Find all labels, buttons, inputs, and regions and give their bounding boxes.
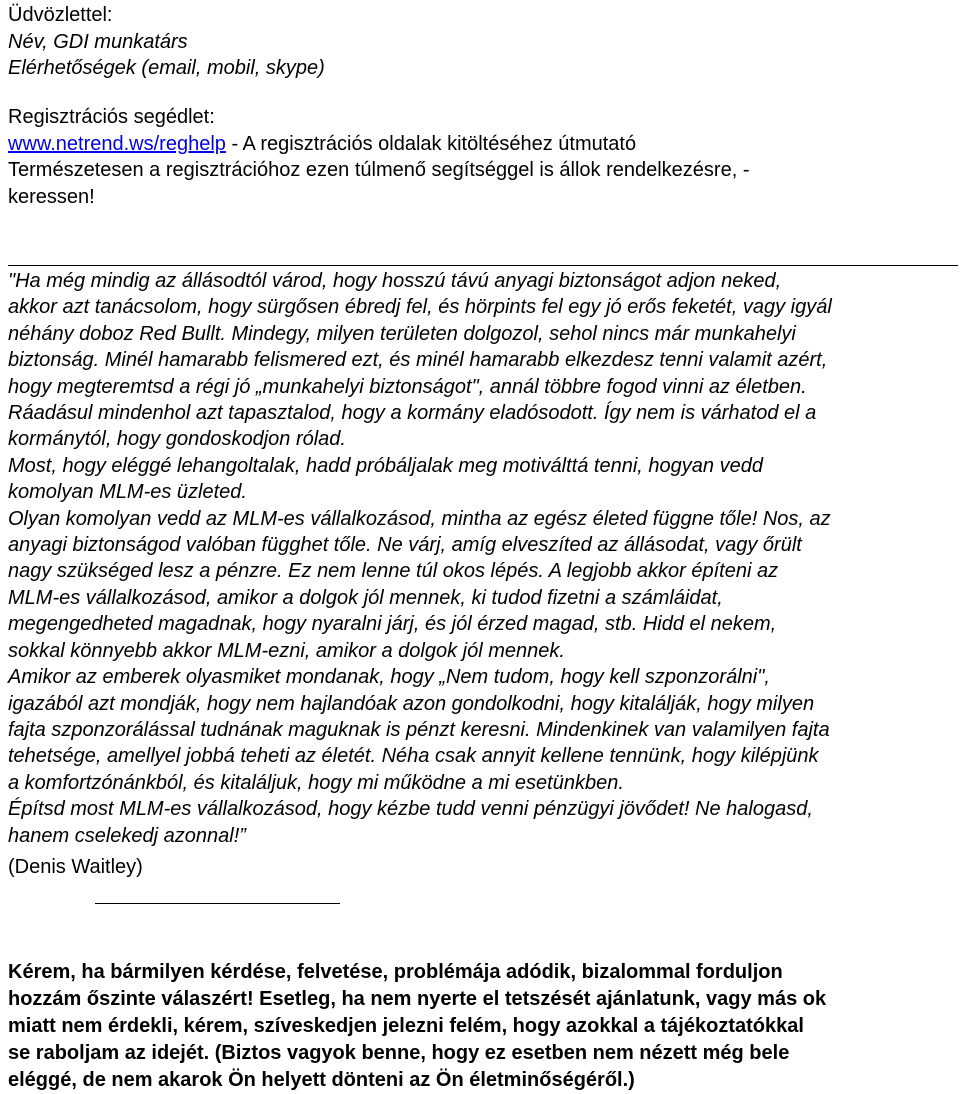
greeting-salutation: Üdvözlettel: <box>8 4 113 26</box>
quote-line: hanem cselekedj azonnal!” <box>8 824 246 847</box>
quote-line: Ráadásul mindenhol azt tapasztalod, hogy a kormány eladósodott. Így nem is várhatod el a <box>8 402 817 425</box>
quote-line: a komfortzónánkból, és kitaláljuk, hogy mi működne a mi esetünkben. <box>8 771 624 794</box>
quote-line: igazából azt mondják, hogy nem hajlandóak azon gondolkodni, hogy kitalálják, hogy milyen <box>8 692 815 715</box>
quote-author-block <box>8 854 143 881</box>
greeting-contacts: Elérhetőségek (email, mobil, skype) <box>8 57 325 79</box>
quote-line: tehetsége, amellyel jobbá teheti az életét. Néha csak annyit kellene tennünk, hogy kilépjünk <box>8 745 819 768</box>
quote-line: MLM-es vállalkozásod, amikor a dolgok jól mennek, ki tudod fizetni a számláidat, <box>8 586 723 609</box>
closing-line: eléggé, de nem akarok Ön helyett dönteni az Ön életminőségéről.) <box>8 1069 635 1091</box>
quote-line: hogy megteremtsd a régi jó „munkahelyi biztonságot", annál többre fogod vinni az életben. <box>8 375 807 398</box>
quote-line: biztonság. Minél hamarabb felismered ezt, és minél hamarabb elkezdesz tenni valamit azért, <box>8 349 828 372</box>
quote-line: kormánytól, hogy gondoskodjon rólad. <box>8 428 346 451</box>
quote-line: akkor azt tanácsolom, hogy sürgősen ébredj fel, és hörpints fel egy jó erős feketét, vagy igyál <box>8 296 832 319</box>
registration-help-line: keressen! <box>8 185 95 208</box>
section-divider <box>8 265 958 266</box>
quote-line: "Ha még mindig az állásodtól várod, hogy hosszú távú anyagi biztonságot adjon neked, <box>8 270 782 292</box>
closing-line: hozzám őszinte válaszért! Esetleg, ha nem nyerte el tetszését ajánlatunk, vagy más ok <box>8 988 827 1010</box>
registration-help-line: Természetesen a regisztrációhoz ezen túlmenő segítséggel is állok rendelkezésre, - <box>8 159 750 181</box>
signature-rule <box>95 903 340 904</box>
quote-line: fajta szponzorálással tudnának maguknak is pénzt keresni. Mindenkinek van valamilyen fajta <box>8 718 830 741</box>
greeting-name: Név, GDI munkatárs <box>8 30 188 53</box>
quote-line: sokkal könnyebb akkor MLM-ezni, amikor a dolgok jól mennek. <box>8 639 565 662</box>
quote-line: komolyan MLM-es üzleted. <box>8 481 247 504</box>
registration-link-desc: - A regisztrációs oldalak kitöltéséhez útmutató <box>225 132 637 155</box>
quote-line: Olyan komolyan vedd az MLM-es vállalkozásod, mintha az egész életed függne tőle! Nos, az <box>8 507 831 530</box>
quote-line: nagy szükséged lesz a pénzre. Ez nem lenne túl okos lépés. A legjobb akkor építeni az <box>8 560 779 583</box>
closing-line: Kérem, ha bármilyen kérdése, felvetése, problémája adódik, bizalommal forduljon <box>8 961 783 983</box>
registration-block <box>8 104 749 210</box>
closing-block <box>8 959 826 1094</box>
registration-heading: Regisztrációs segédlet: <box>8 106 215 128</box>
registration-link-line <box>8 131 749 158</box>
quote-author: (Denis Waitley) <box>8 856 143 878</box>
reghelp-link[interactable]: www.netrend.ws/reghelp <box>8 132 226 155</box>
quote-line: Most, hogy eléggé lehangoltalak, hadd próbáljalak meg motiválttá tenni, hogyan vedd <box>8 454 763 477</box>
quote-block <box>8 268 832 849</box>
closing-line: miatt nem érdekli, kérem, szíveskedjen jelezni felém, hogy azokkal a tájékoztatókkal <box>8 1015 804 1037</box>
closing-line: se raboljam az idejét. (Biztos vagyok benne, hogy ez esetben nem nézett még bele <box>8 1042 790 1064</box>
quote-line: néhány doboz Red Bullt. Mindegy, milyen területen dolgozol, sehol nincs már munkahelyi <box>8 322 796 345</box>
quote-line: megengedheted magadnak, hogy nyaralni járj, és jól érzed magad, stb. Hidd el nekem, <box>8 613 777 636</box>
quote-line: Amikor az emberek olyasmiket mondanak, hogy „Nem tudom, hogy kell szponzorálni", <box>8 666 770 689</box>
quote-line: Építsd most MLM-es vállalkozásod, hogy kézbe tudd venni pénzügyi jövődet! Ne halogasd, <box>8 798 813 821</box>
greeting-block <box>8 2 325 82</box>
quote-line: anyagi biztonságod valóban függhet tőle. Ne várj, amíg elveszíted az állásodat, vagy őrült <box>8 534 802 557</box>
